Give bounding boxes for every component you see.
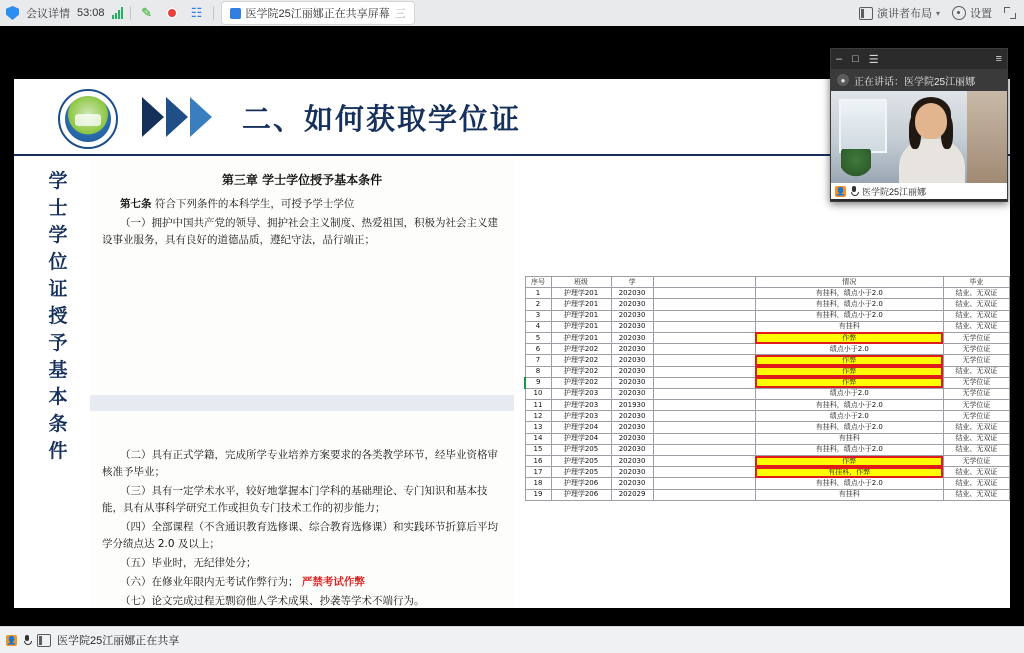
participant-video-window[interactable]: [830, 48, 1008, 202]
cell-graduation: 结业、无双证: [943, 422, 1009, 433]
cell-graduation: 结业、无双证: [943, 288, 1009, 299]
table-row: [525, 344, 1010, 355]
cell-graduation: 无学位证: [943, 355, 1009, 366]
cell-gap: [653, 400, 755, 411]
cell-index: 19: [525, 489, 551, 500]
speaking-label: 正在讲话：医学院25江丽娜: [854, 76, 976, 88]
university-logo-icon: [58, 89, 118, 149]
cell-graduation: 结业、无双证: [943, 489, 1009, 500]
chevron-decor-2-icon: [166, 97, 188, 137]
cell-class: 护理学201: [551, 332, 611, 343]
cell-gap: [653, 489, 755, 500]
slide-vertical-caption: [28, 156, 88, 608]
vertical-char-9: 条: [48, 413, 68, 435]
shared-screen-tab[interactable]: [221, 1, 415, 25]
minimize-icon[interactable]: –: [836, 53, 843, 65]
speaker-icon: ●: [837, 74, 849, 86]
table-header-3: [653, 277, 755, 288]
table-header-5: 毕业: [943, 277, 1009, 288]
table-header-1: 班级: [551, 277, 611, 288]
avatar-icon: 👤: [835, 186, 846, 196]
table-row: [525, 444, 1010, 455]
stage-left-letterbox: [0, 52, 14, 653]
student-status-table: [524, 276, 1010, 499]
cell-number: 201930: [611, 400, 653, 411]
layout-button-label: 演讲者布局: [876, 8, 932, 20]
cell-graduation: 无学位证: [943, 411, 1009, 422]
menu-icon[interactable]: ☰: [868, 53, 879, 66]
cell-index: 3: [525, 310, 551, 321]
cell-class: 护理学206: [551, 489, 611, 500]
document-item-1: （一）拥护中国共产党的领导、拥护社会主义制度、热爱祖国，积极为社会主义建设事业服务，具有良好的道德品质，遵纪守法，品行端正；: [102, 217, 498, 247]
restore-icon[interactable]: □: [852, 53, 859, 65]
table-row: [525, 332, 1010, 343]
table-row: [525, 377, 1010, 388]
cell-graduation: 结业、无双证: [943, 366, 1009, 377]
cell-number: 202030: [611, 478, 653, 489]
cell-index: 18: [525, 478, 551, 489]
meeting-timer: 53:08: [77, 7, 105, 19]
table-header-row: [525, 277, 1010, 288]
cell-gap: [653, 332, 755, 343]
cell-number: 202030: [611, 288, 653, 299]
cell-status: 绩点小于2.0: [755, 344, 943, 355]
vertical-char-2: 学: [48, 224, 68, 246]
document-warning-text: 严禁考试作弊: [301, 576, 365, 588]
shared-screen-tab-label: 医学院25江丽娜正在共享屏幕: [245, 8, 390, 20]
cell-status: 有挂科，绩点小于2.0: [755, 288, 943, 299]
cell-class: 护理学203: [551, 400, 611, 411]
cell-gap: [653, 422, 755, 433]
cell-number: 202030: [611, 355, 653, 366]
cell-graduation: 结业、无双证: [943, 467, 1009, 478]
cell-class: 护理学202: [551, 366, 611, 377]
cell-class: 护理学202: [551, 355, 611, 366]
table-row: [525, 467, 1010, 478]
cell-number: 202030: [611, 321, 653, 332]
slide-title: 二、如何获取学位证: [242, 102, 522, 136]
cell-index: 1: [525, 288, 551, 299]
cell-graduation: 无学位证: [943, 377, 1009, 388]
cell-number: 202030: [611, 377, 653, 388]
cell-status: 作弊: [755, 332, 943, 343]
table-row: [525, 400, 1010, 411]
cell-index: 8: [525, 366, 551, 377]
document-item-7: （七）论文完成过程无剽窃他人学术成果、抄袭等学术不端行为。: [120, 595, 425, 607]
cell-class: 护理学201: [551, 310, 611, 321]
cell-graduation: 无学位证: [943, 456, 1009, 467]
cell-status: 绩点小于2.0: [755, 411, 943, 422]
cell-index: 9: [525, 377, 551, 388]
cell-index: 12: [525, 411, 551, 422]
vertical-char-4: 证: [48, 278, 68, 300]
meeting-toolbar: [0, 0, 1024, 27]
cell-index: 17: [525, 467, 551, 478]
cell-status: 绩点小于2.0: [755, 388, 943, 399]
cell-status: 有挂科，作弊: [755, 467, 943, 478]
document-item-6: [102, 574, 502, 591]
settings-button-label: 设置: [970, 8, 992, 20]
cell-status: 有挂科: [755, 321, 943, 332]
video-plant-decor: [841, 149, 871, 183]
avatar-icon: 👤: [6, 635, 17, 645]
cell-number: 202029: [611, 489, 653, 500]
cell-status: 有挂科，绩点小于2.0: [755, 422, 943, 433]
cell-number: 202030: [611, 344, 653, 355]
shared-screen-icon: [230, 8, 241, 19]
cell-number: 202030: [611, 433, 653, 444]
mic-icon[interactable]: [23, 635, 31, 646]
meeting-detail-label[interactable]: 会议详情: [26, 8, 70, 20]
cell-class: 护理学204: [551, 433, 611, 444]
participant-name-label: 医学院25江丽娜: [862, 186, 927, 197]
cell-gap: [653, 444, 755, 455]
cell-status: 作弊: [755, 355, 943, 366]
vertical-char-0: 学: [48, 170, 68, 192]
settings-button[interactable]: [952, 5, 992, 21]
cell-number: 202030: [611, 299, 653, 310]
vertical-char-6: 予: [48, 332, 68, 354]
document-lower-items: [102, 447, 502, 608]
cell-index: 16: [525, 456, 551, 467]
cell-status: 作弊: [755, 456, 943, 467]
table-row: [525, 310, 1010, 321]
cell-class: 护理学201: [551, 299, 611, 310]
cell-graduation: 结业、无双证: [943, 321, 1009, 332]
document-item-2: （二）具有正式学籍，完成所学专业培养方案要求的各类教学环节，经毕业资格审核准予毕业；: [102, 449, 498, 478]
sharing-status-bar: [0, 626, 1024, 653]
layout-button[interactable]: [859, 5, 940, 21]
cell-class: 护理学202: [551, 344, 611, 355]
table-row: [525, 422, 1010, 433]
cell-number: 202030: [611, 310, 653, 321]
cell-gap: [653, 467, 755, 478]
table-row: [525, 288, 1010, 299]
cell-graduation: 无学位证: [943, 332, 1009, 343]
cell-gap: [653, 411, 755, 422]
pip-footer: [831, 183, 1007, 199]
cell-index: 7: [525, 355, 551, 366]
mic-icon[interactable]: [850, 186, 858, 197]
video-window-decor: [839, 99, 887, 153]
vertical-char-1: 士: [48, 197, 68, 219]
vertical-char-7: 基: [48, 359, 68, 381]
cell-class: 护理学202: [551, 377, 611, 388]
cell-status: 有挂科，绩点小于2.0: [755, 400, 943, 411]
cell-status: 有挂科: [755, 489, 943, 500]
shared-screen-tab-tail: 三: [394, 8, 406, 20]
signal-bars-icon: [112, 7, 123, 19]
gear-icon: [952, 6, 966, 20]
chevron-down-icon: ▾: [935, 8, 940, 18]
cell-gap: [653, 433, 755, 444]
speaking-indicator: [831, 69, 1007, 91]
cell-graduation: 结业、无双证: [943, 433, 1009, 444]
cell-gap: [653, 388, 755, 399]
cell-index: 13: [525, 422, 551, 433]
cell-index: 6: [525, 344, 551, 355]
fullscreen-icon: [1004, 7, 1016, 19]
table-row: [525, 411, 1010, 422]
cell-class: 护理学205: [551, 456, 611, 467]
table-header-2: 学: [611, 277, 653, 288]
cell-graduation: 无学位证: [943, 388, 1009, 399]
cell-graduation: 结业、无双证: [943, 444, 1009, 455]
table-header-4: 情况: [755, 277, 943, 288]
cell-class: 护理学205: [551, 467, 611, 478]
cell-gap: [653, 355, 755, 366]
cell-number: 202030: [611, 444, 653, 455]
vertical-char-8: 本: [48, 386, 68, 408]
cell-graduation: 结业、无双证: [943, 310, 1009, 321]
document-item-3: （三）具有一定学术水平，较好地掌握本门学科的基础理论、专门知识和基本技能，具有从事科学研究工作或担负专门技术工作的初步能力；: [102, 485, 488, 514]
toolbar-left-group: [0, 1, 415, 25]
cell-status: 有挂科，绩点小于2.0: [755, 444, 943, 455]
screen-share-icon[interactable]: [37, 634, 51, 647]
table-header-0: 序号: [525, 277, 551, 288]
pip-title-bar[interactable]: [831, 49, 1007, 69]
cell-status: 有挂科: [755, 433, 943, 444]
cell-graduation: 结业、无双证: [943, 299, 1009, 310]
cell-class: 护理学206: [551, 478, 611, 489]
vertical-char-10: 件: [48, 440, 68, 462]
cell-number: 202030: [611, 411, 653, 422]
cell-index: 2: [525, 299, 551, 310]
table-row: [525, 433, 1010, 444]
cell-index: 14: [525, 433, 551, 444]
cell-gap: [653, 366, 755, 377]
cell-gap: [653, 288, 755, 299]
document-heading: 第三章 学士学位授予基本条件: [221, 173, 383, 187]
cell-index: 10: [525, 388, 551, 399]
vertical-char-5: 授: [48, 305, 68, 327]
table-row: [525, 456, 1010, 467]
toolbar-divider: [130, 6, 131, 20]
toolbar-right-group: [859, 5, 1024, 21]
cell-number: 202030: [611, 388, 653, 399]
shared-content-stage: [0, 26, 1024, 627]
table-row: [525, 321, 1010, 332]
cell-class: 护理学204: [551, 422, 611, 433]
table-row: [525, 366, 1010, 377]
document-item-4: （四）全部课程（不含通识教育选修课、综合教育选修课）和实践环节折算后平均学分绩点达 2.0 及以上；: [102, 521, 498, 550]
cell-number: 202030: [611, 467, 653, 478]
cell-class: 护理学203: [551, 388, 611, 399]
cell-number: 202030: [611, 366, 653, 377]
cell-number: 202030: [611, 332, 653, 343]
fullscreen-button[interactable]: [1004, 7, 1016, 19]
cell-class: 护理学203: [551, 411, 611, 422]
cell-index: 4: [525, 321, 551, 332]
cell-status: 有挂科，绩点小于2.0: [755, 478, 943, 489]
cell-index: 15: [525, 444, 551, 455]
cell-number: 202030: [611, 456, 653, 467]
cell-status: 有挂科，绩点小于2.0: [755, 310, 943, 321]
cell-graduation: 结业、无双证: [943, 478, 1009, 489]
document-article-label: 第七条: [120, 198, 152, 211]
cell-status: 作弊: [755, 366, 943, 377]
cell-gap: [653, 377, 755, 388]
video-person-body: [899, 139, 965, 183]
cell-gap: [653, 299, 755, 310]
stage-right-letterbox: [1010, 52, 1024, 653]
cell-status: 作弊: [755, 377, 943, 388]
list-icon[interactable]: ≡: [995, 53, 1002, 65]
table-body: [525, 288, 1010, 501]
cell-graduation: 无学位证: [943, 344, 1009, 355]
video-right-wall-decor: [967, 91, 1007, 183]
table-row: [525, 388, 1010, 399]
cell-gap: [653, 321, 755, 332]
vertical-char-3: 位: [48, 251, 68, 273]
shield-icon: [6, 6, 19, 20]
video-person-head: [915, 103, 947, 139]
table-row: [525, 299, 1010, 310]
document-highlight-band: [90, 395, 514, 411]
document-article-text: 符合下列条件的本科学生，可授予学士学位: [154, 198, 355, 211]
record-icon[interactable]: [163, 4, 181, 22]
cell-class: 护理学201: [551, 288, 611, 299]
cell-index: 11: [525, 400, 551, 411]
cell-status: 有挂科，绩点小于2.0: [755, 299, 943, 310]
participant-video-feed: [831, 91, 1007, 183]
sharing-status-text: 医学院25江丽娜正在共享: [57, 635, 180, 647]
table-row: [525, 355, 1010, 366]
document-item-6-text: （六）在修业年限内无考试作弊行为；: [120, 576, 299, 588]
share-screen-icon[interactable]: ☷: [190, 5, 203, 20]
cell-graduation: 无学位证: [943, 400, 1009, 411]
student-status-grid: [524, 276, 1010, 501]
chevron-decor-3-icon: [190, 97, 212, 137]
regulation-document: [90, 159, 514, 608]
cell-class: 护理学205: [551, 444, 611, 455]
document-article: [102, 196, 502, 213]
cell-class: 护理学201: [551, 321, 611, 332]
cell-gap: [653, 344, 755, 355]
annotate-pencil-icon[interactable]: ✎: [141, 5, 152, 20]
chevron-decor-1-icon: [142, 97, 164, 137]
toolbar-divider-2: [213, 6, 214, 20]
cell-index: 5: [525, 332, 551, 343]
layout-icon: [859, 7, 873, 20]
cell-gap: [653, 456, 755, 467]
cell-gap: [653, 310, 755, 321]
cell-gap: [653, 478, 755, 489]
table-row: [525, 478, 1010, 489]
cell-number: 202030: [611, 422, 653, 433]
table-row: [525, 489, 1010, 500]
document-item-5: （五）毕业时，无纪律处分；: [120, 557, 257, 569]
